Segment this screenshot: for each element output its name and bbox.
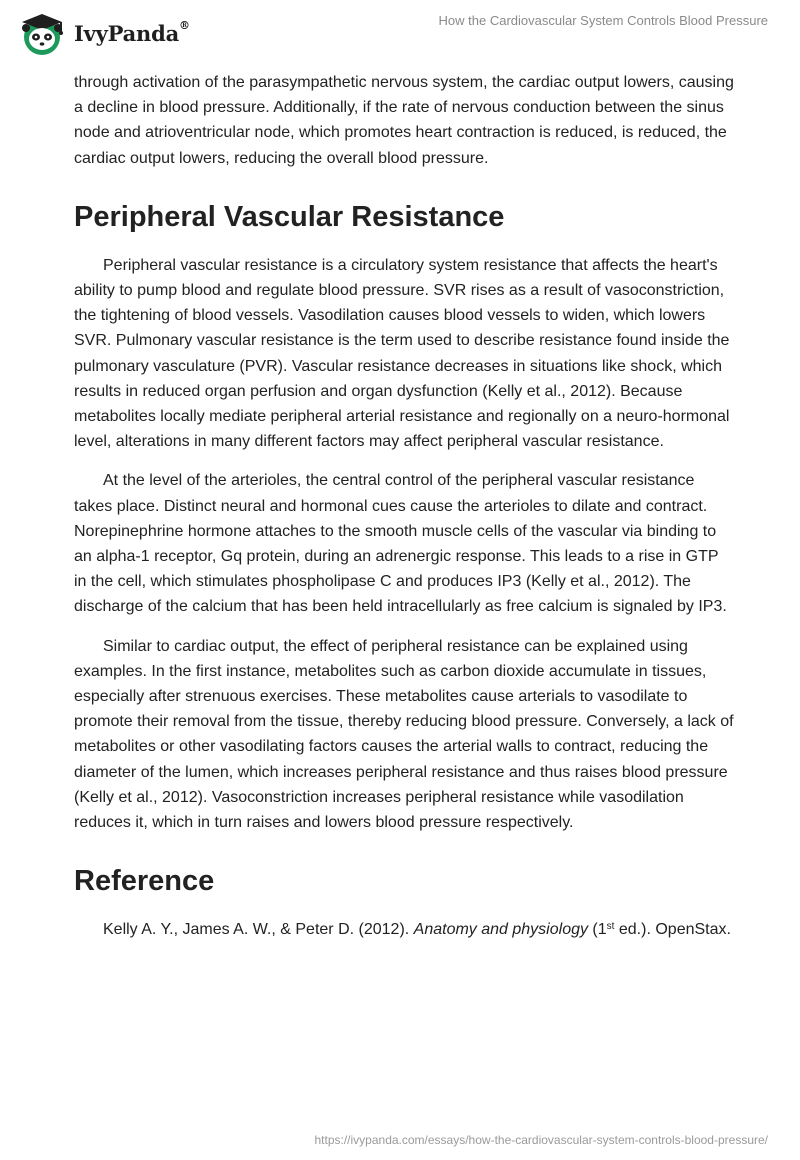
section-heading-peripheral-vascular-resistance: Peripheral Vascular Resistance: [74, 200, 505, 233]
reference-list: [74, 917, 734, 942]
reference-title: Anatomy and physiology: [413, 921, 588, 939]
source-url[interactable]: https://ivypanda.com/essays/how-the-cardiovascular-system-controls-blood-pressure/: [314, 1133, 768, 1147]
panda-graduate-icon: [16, 8, 68, 58]
brand-name: IvyPanda®: [74, 18, 190, 46]
running-title: How the Cardiovascular System Controls Blood Pressure: [438, 13, 768, 28]
page-header: [0, 0, 800, 70]
pvr-paragraph-1: Peripheral vascular resistance is a circulatory system resistance that affects the heart's ability to pump blood and regulate blood pressure. SVR rises as a result of vasoconstriction, the tightening of blood vessels. Vasodilation causes blood vessels to widen, which lowers SVR. Pulmonary vascular resistance is the term used to describe resistance found inside the pulmonary vasculature (PVR). Vascular resistance decreases in situations like shock, which results in reduced organ perfusion and organ dysfunction (Kelly et al., 2012). Because metabolites locally mediate peripheral arterial resistance and regionally on a neuro-hormonal level, alterations in many different factors may affect peripheral vascular resistance.: [74, 256, 730, 451]
section-heading-reference: Reference: [74, 865, 215, 898]
essay-content: [74, 70, 734, 942]
brand-logo[interactable]: [16, 8, 190, 58]
reference-entry: Kelly A. Y., James A. W., & Peter D. (2012). Anatomy and physiology (1st ed.). OpenStax.: [103, 921, 731, 939]
intro-paragraph: through activation of the parasympathetic nervous system, the cardiac output lowers, causing a decline in blood pressure. Additionally, if the rate of nervous conduction between the sinus node and atrioventricular node, which promotes heart contraction is reduced, is reduced, the cardiac output lowers, reducing the overall blood pressure.: [74, 74, 734, 167]
pvr-paragraph-2: At the level of the arterioles, the central control of the peripheral vascular resistance takes place. Distinct neural and hormonal cues cause the arterioles to dilate and contract. Norepinephrine hormone attaches to the smooth muscle cells of the vascular via binding to an alpha-1 receptor, Gq protein, during an adrenergic response. This leads to a rise in GTP in the cell, which stimulates phospholipase C and produces IP3 (Kelly et al., 2012). The discharge of the calcium that has been held intracellularly as free calcium is signaled by IP3.: [74, 472, 727, 616]
pvr-paragraph-3: Similar to cardiac output, the effect of peripheral resistance can be explained using examples. In the first instance, metabolites such as carbon dioxide accumulate in tissues, especially after strenuous exercises. These metabolites cause arterials to vasodilate to promote their removal from the tissue, thereby reducing blood pressure. Conversely, a lack of metabolites or other vasodilating factors causes the arterial walls to contract, reducing the diameter of the lumen, which increases peripheral resistance and thus raises blood pressure (Kelly et al., 2012). Vasoconstriction increases peripheral resistance while vasodilation reduces it, which in turn raises and lowers blood pressure respectively.: [74, 637, 734, 832]
